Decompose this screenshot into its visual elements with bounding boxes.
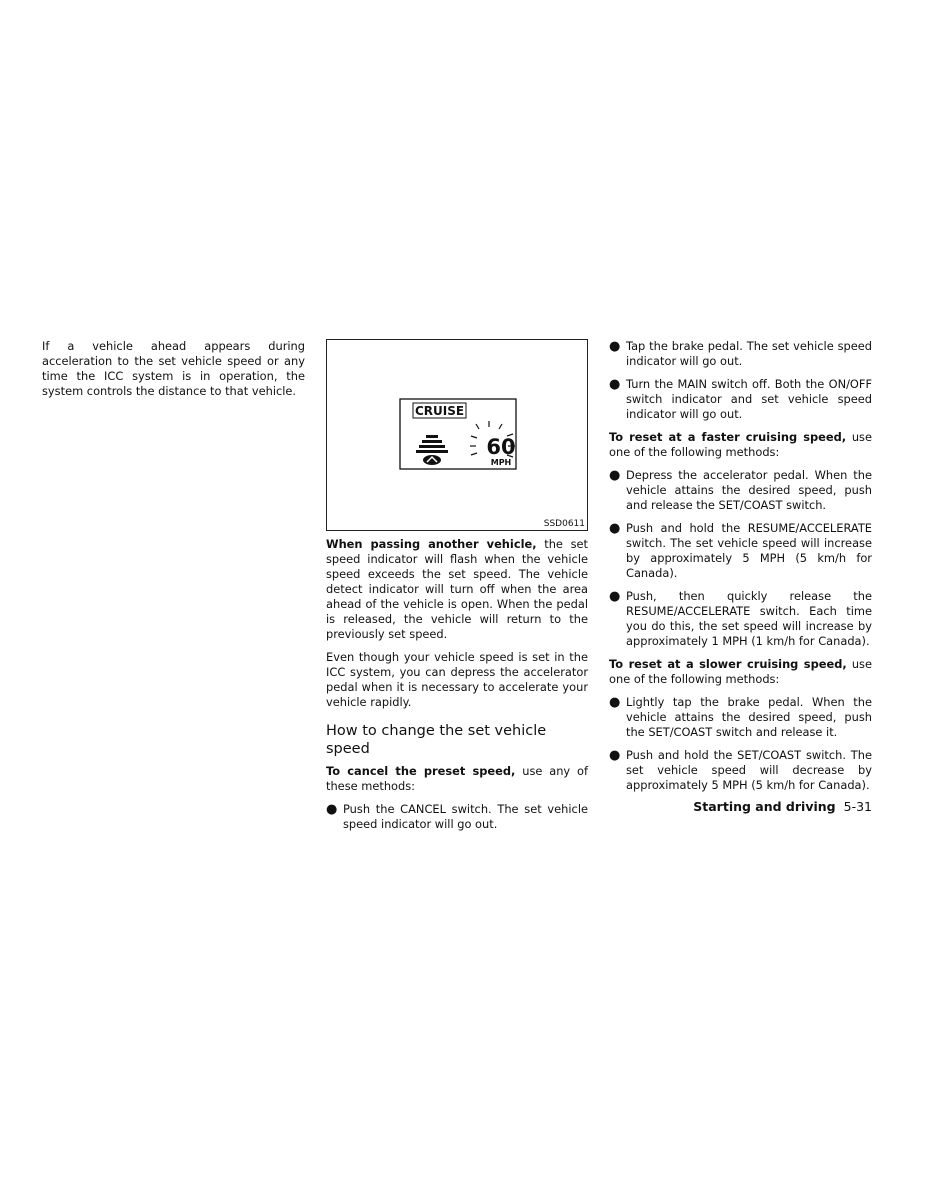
section-heading: How to change the set vehicle speed <box>326 723 547 757</box>
faster-text: use one of the following methods: <box>609 430 872 459</box>
slower-paragraph <box>609 657 872 687</box>
cancel-run-in: To cancel the preset speed, <box>326 764 516 778</box>
list-item: ● Turn the MAIN switch off. Both the ON/OFF switch indicator and set vehicle speed indicator will go out. <box>609 377 872 421</box>
accelerator-paragraph: Even though your vehicle speed is set in the ICC system, you can depress the accelerator pedal when it is necessary to accelerate your vehicle rapidly. <box>326 650 588 709</box>
cancel-paragraph <box>326 764 588 794</box>
bullet-icon: ● <box>609 468 621 483</box>
faster-paragraph <box>609 430 872 460</box>
icc-display-figure <box>326 339 588 531</box>
list-item: ● Tap the brake pedal. The set vehicle speed indicator will go out. <box>609 339 872 368</box>
figure-id: SSD0611 <box>543 519 585 529</box>
passing-paragraph <box>326 537 588 642</box>
passing-text: the set speed indicator will flash when the vehicle speed exceeds the set speed. The vehicle detect indicator will turn off when the area ahead of the vehicle is open. When the pedal is released, the vehicle will return to the previously set speed. <box>326 537 589 641</box>
cruise-label: CRUISE <box>414 404 465 418</box>
vehicle-ahead-icon <box>416 435 448 465</box>
slower-run-in: To reset at a slower cruising speed, <box>609 657 847 671</box>
page-number: 5-31 <box>843 799 872 814</box>
faster-methods-list <box>609 468 872 649</box>
set-speed-value: 60 <box>486 435 516 459</box>
faster-run-in: To reset at a faster cruising speed, <box>609 430 847 444</box>
cancel-text: use any of these methods: <box>326 764 588 793</box>
intro-paragraph: If a vehicle ahead appears during acceleration to the set vehicle speed or any time the ICC system is in operation, the system controls the distance to that vehicle. <box>42 339 305 398</box>
slower-text: use one of the following methods: <box>609 657 872 686</box>
bullet-icon: ● <box>609 748 621 763</box>
column-middle <box>326 339 588 840</box>
bullet-icon: ● <box>609 377 621 392</box>
page-footer <box>693 799 872 814</box>
slower-methods-list <box>609 695 872 793</box>
bullet-icon: ● <box>609 589 621 604</box>
list-item: ● Lightly tap the brake pedal. When the vehicle attains the desired speed, push the SET/COAST switch and release it. <box>609 695 872 739</box>
passing-run-in: When passing another vehicle, <box>326 537 537 551</box>
bullet-icon: ● <box>609 339 621 354</box>
list-item: ● Push the CANCEL switch. The set vehicle speed indicator will go out. <box>326 802 588 831</box>
list-item: ● Push, then quickly release the RESUME/ACCELERATE switch. Each time you do this, the set speed will increase by approximately 1 MPH (1 km/h for Canada). <box>609 589 872 648</box>
column-right <box>609 339 872 801</box>
cancel-methods-list-cont <box>609 339 872 422</box>
list-item: ● Depress the accelerator pedal. When the vehicle attains the desired speed, push and release the SET/COAST switch. <box>609 468 872 512</box>
bullet-icon: ● <box>609 521 621 536</box>
footer-section: Starting and driving <box>693 799 836 814</box>
bullet-icon: ● <box>609 695 621 710</box>
cancel-methods-list <box>326 802 588 832</box>
icc-display-illustration <box>327 340 587 530</box>
set-speed-unit: MPH <box>490 458 512 467</box>
column-left <box>42 339 305 407</box>
list-item: ● Push and hold the RESUME/ACCELERATE switch. The set vehicle speed will increase by approximately 5 MPH (5 km/h for Canada). <box>609 521 872 580</box>
bullet-icon: ● <box>326 802 338 817</box>
list-item: ● Push and hold the SET/COAST switch. The set vehicle speed will decrease by approximately 5 MPH (5 km/h for Canada). <box>609 748 872 792</box>
